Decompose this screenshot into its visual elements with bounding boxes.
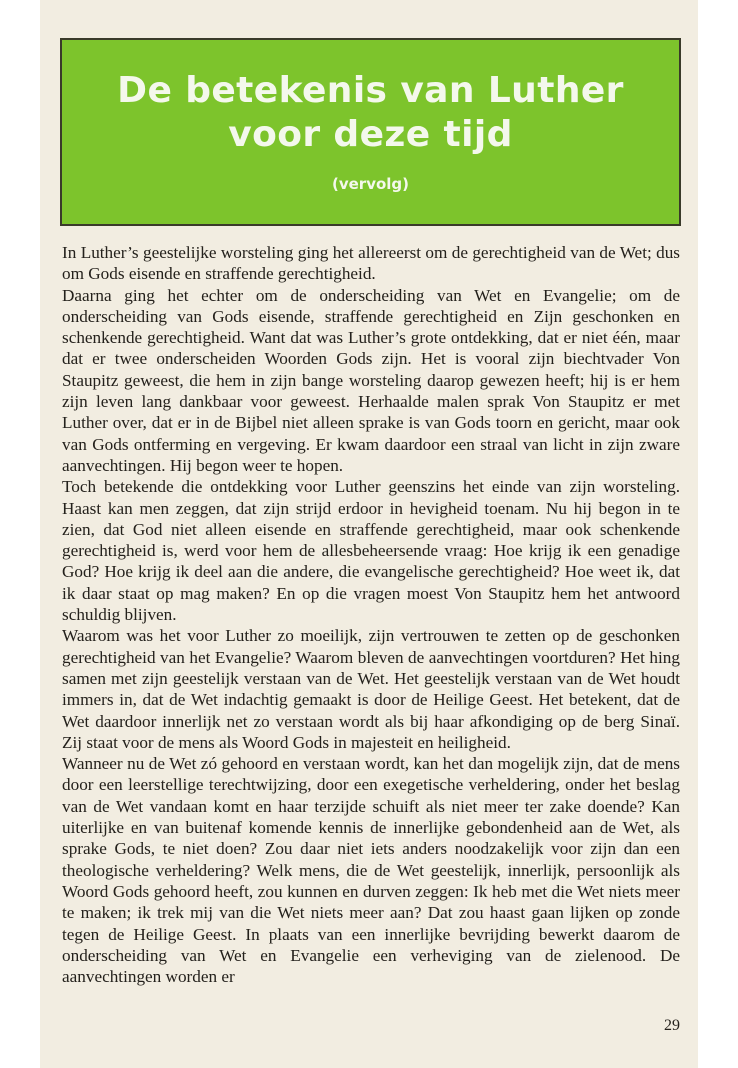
paragraph-3: Toch betekende die ontdekking voor Luther geenszins het einde van zijn worsteling. Haast kan men zeggen, dat zijn strijd erdoor in hevigheid toenam. Nu hij begon in te zien, dat God niet alleen eisende en straffende gerechtigheid, maar ook schenkende gerechtigheid is, werd voor hem de allesbeheersende vraag: Hoe krijg ik een genadige God? Hoe krijg ik deel aan die andere, die evangelische gerechtigheid? Hoe weet ik, dat ik daar staat op mag maken? En op die vragen moest Von Staupitz hem het antwoord schuldig blijven. (62, 477, 680, 625)
title-box (60, 38, 681, 226)
page-title-line-2: voor deze tijd (228, 114, 513, 155)
paragraph-2: Daarna ging het echter om de onderscheiding van Wet en Evangelie; om de onderscheiding van Gods eisende, straffende gerechtigheid en Zijn geschonken en schenkende gerechtigheid. Want dat was Luther’s grote ontdekking, dat er niet één, maar dat er twee onderscheiden Woorden Gods zijn. Het is vooral zijn biechtvader Von Staupitz geweest, die hem in zijn bange worsteling daarop gewezen heeft; hij is er hem zijn leven lang dankbaar voor geweest. Herhaalde malen sprak Von Staupitz er met Luther over, dat er in de Bijbel niet alleen sprake is van Gods toorn en gericht, maar ook van Gods ontferming en vergeving. Er kwam daardoor een straal van licht in zijn zware aanvechtingen. Hij begon weer te hopen. (62, 285, 680, 475)
article-body (62, 242, 680, 987)
paragraph-4: Waarom was het voor Luther zo moeilijk, zijn vertrouwen te zetten op de geschonken gerechtigheid van het Evangelie? Waarom bleven de aanvechtingen voortduren? Het hing samen met zijn geestelijk verstaan van de Wet. Het geestelijk verstaan van de Wet houdt immers in, dat de Wet indachtig gemaakt is door de Heilige Geest. Het betekent, dat de Wet daardoor innerlijk net zo verstaan wordt als bij haar afkondiging op de berg Sinaï. Zij staat voor de mens als Woord Gods in majesteit en heiligheid. (62, 626, 680, 752)
page-subtitle: (vervolg) (331, 175, 410, 193)
paragraph-1: In Luther’s geestelijke worsteling ging het allereerst om de gerechtigheid van de Wet; dus om Gods eisende en straffende gerechtigheid. (62, 243, 680, 284)
page-title-line-1: De betekenis van Luther (117, 70, 624, 111)
paragraph-5: Wanneer nu de Wet zó gehoord en verstaan wordt, kan het dan mogelijk zijn, dat de mens door een leerstellige terechtwijzing, door een exegetische verheldering, onder het beslag van de Wet vandaan komt en haar terzijde schuift als niet meer ter zake doende? Kan uiterlijke en van buitenaf komende kennis de innerlijke gebondenheid aan de Wet, als sprake Gods, te niet doen? Zou daar niet iets anders noodzakelijk voor zijn dan een theologische verheldering? Welk mens, die de Wet geestelijk, innerlijk, persoonlijk als Woord Gods gehoord heeft, zou kunnen en durven zeggen: Ik heb met die Wet niets meer te maken; ik trek mij van die Wet niets meer aan? Dat zou haast gaan lijken op zonde tegen de Heilige Geest. In plaats van een innerlijke bevrijding bewerkt daarom de onderscheiding van Wet en Evangelie een verheviging van de zielenood. De aanvechtingen worden er (62, 754, 680, 987)
page-number: 29 (664, 1017, 680, 1034)
